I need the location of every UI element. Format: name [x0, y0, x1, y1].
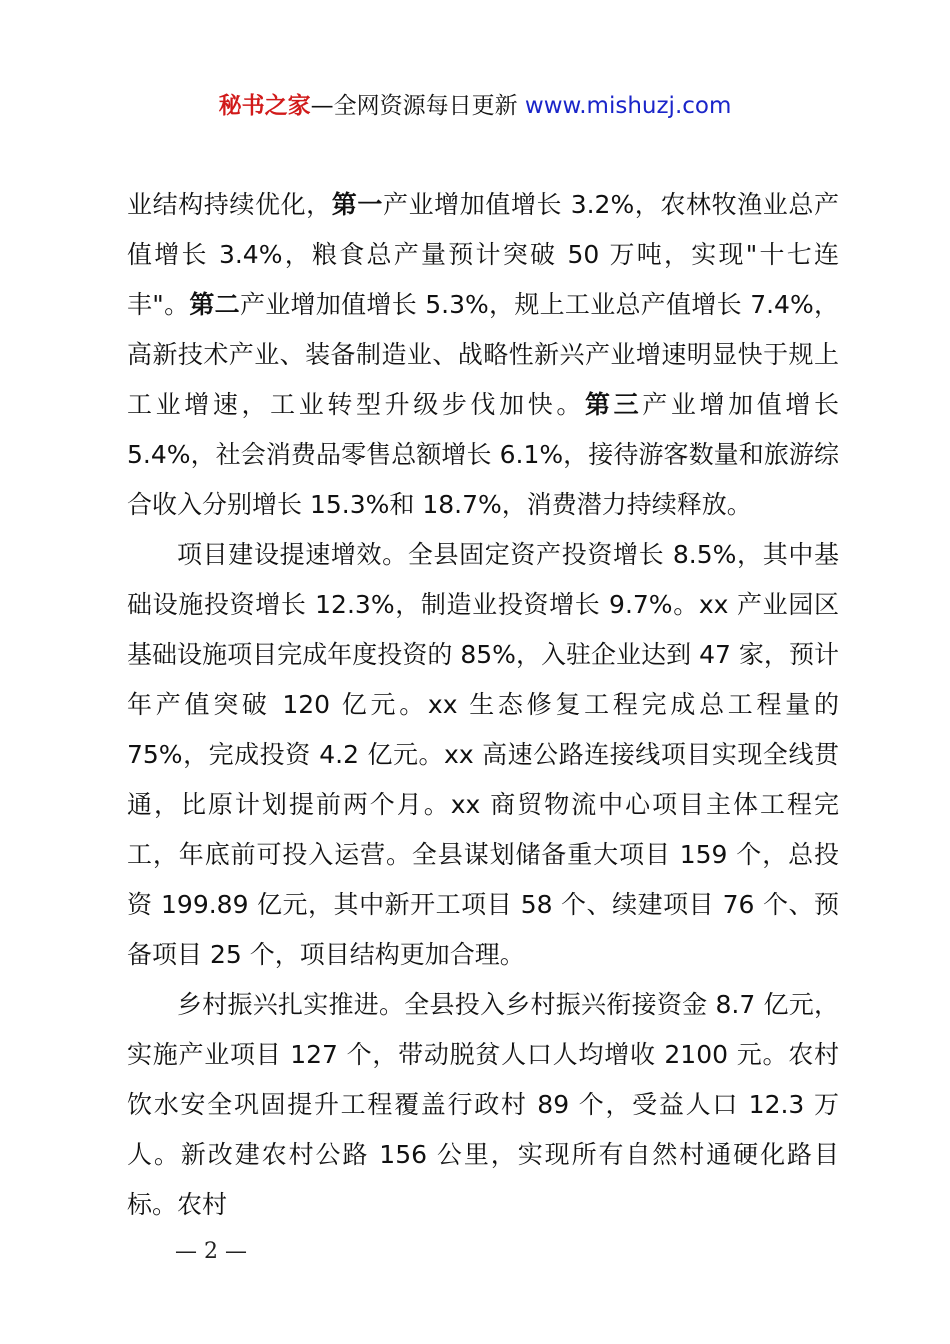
emphasis-third-industry: 第三	[584, 390, 643, 419]
document-body	[127, 180, 839, 1230]
paragraph-rural: 乡村振兴扎实推进。全县投入乡村振兴衔接资金 8.7 亿元，实施产业项目 127 个，带动脱贫人口人均增收 2100 元。农村饮水安全巩固提升工程覆盖行政村 89 个，受益人口 12.3 万人。新改建农村公路 156 公里，实现所有自然村通硬化路目标。农村	[127, 990, 839, 1219]
text-segment: 产业增加值增长 5.3%，规上工业总产值增长 7.4%，高新技术产业、装备制造业、战略性新兴产业增速明显快于规上工业增速，工业转型升级步伐加快。	[127, 290, 839, 419]
site-url-link[interactable]: www.mishuzj.com	[524, 93, 732, 119]
emphasis-second-industry: 第二	[189, 290, 240, 319]
text-segment: 业结构持续优化，	[127, 190, 332, 219]
header-tagline: —全网资源每日更新	[310, 93, 518, 119]
page-number: — 2 —	[175, 1239, 247, 1264]
paragraph-industry	[127, 180, 839, 530]
site-header	[0, 90, 950, 122]
paragraph-projects: 项目建设提速增效。全县固定资产投资增长 8.5%，其中基础设施投资增长 12.3%，制造业投资增长 9.7%。xx 产业园区基础设施项目完成年度投资的 85%，入驻企业达到 47 家，预计年产值突破 120 亿元。xx 生态修复工程完成总工程量的 75%，完成投资 4.2 亿元。xx 高速公路连接线项目实现全线贯通，比原计划提前两个月。xx 商贸物流中心项目主体工程完工，年底前可投入运营。全县谋划储备重大项目 159 个，总投资 199.89 亿元，其中新开工项目 58 个、续建项目 76 个、预备项目 25 个，项目结构更加合理。	[127, 540, 839, 969]
brand-name: 秘书之家	[218, 93, 311, 119]
text-segment: 产业增加值增长 5.4%，社会消费品零售总额增长 6.1%，接待游客数量和旅游综合收入分别增长 15.3%和 18.7%，消费潜力持续释放。	[127, 390, 839, 519]
text-segment: 产业增加值增长 3.2%，农林牧渔业总产值增长 3.4%，粮食总产量预计突破 50 万吨，实现"十七连丰"。	[127, 190, 839, 319]
emphasis-first-industry: 第一	[331, 190, 383, 219]
